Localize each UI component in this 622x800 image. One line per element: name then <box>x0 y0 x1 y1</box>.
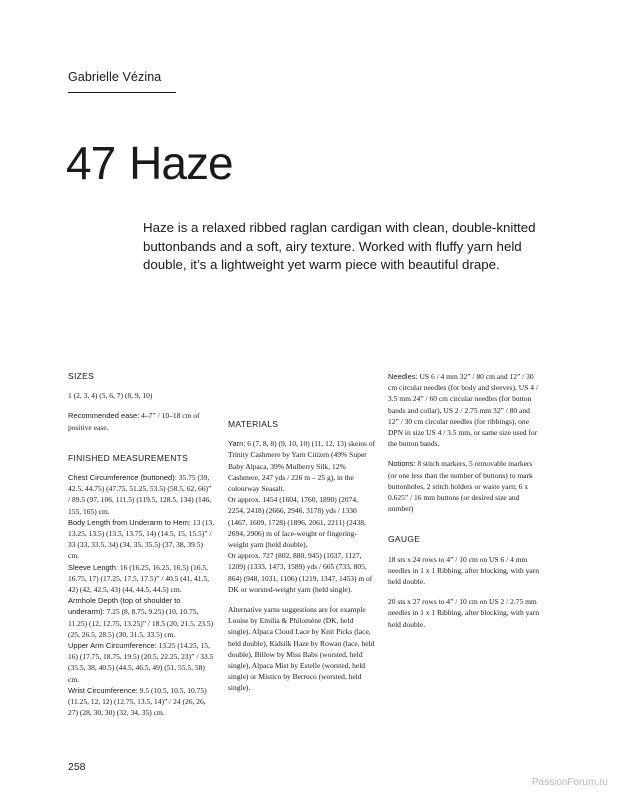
materials-heading: MATERIALS <box>228 419 279 429</box>
column-1 <box>68 371 215 718</box>
sizes-list: 1 (2, 3, 4) (5, 6, 7) (8, 9, 10) <box>68 391 153 401</box>
measurement-label: Upper Arm Circumference: <box>68 641 157 651</box>
author-name: Gabrielle Vézina <box>68 70 162 84</box>
materials-needles <box>388 371 540 449</box>
measurement-armhole-depth <box>68 595 215 640</box>
gauge-line-1: 18 sts x 24 rows to 4” / 10 cm on US 6 / 4 mm needles in 1 x 1 Ribbing, after blocking, with yarn held double. <box>388 554 540 587</box>
notions-text: 8 stitch markers, 5 removable markers (or one less than the number of buttons) to mark buttonholes, 2 stitch holders or waste yarn; 6 x 0.625” / 16 mm buttons (or desired size and number) <box>388 459 533 514</box>
materials-yarn <box>228 438 376 494</box>
materials-approx-1: Or approx. 1454 (1604, 1760, 1890) (2074, 2254, 2418) (2666, 2946, 3178) yds / 1330 (1467, 1609, 1728) (1896, 2061, 2211) (2438, 2694, 2906) m of lace-weight or fingering-weight yarn (held double). <box>228 495 366 550</box>
measurement-text: 16 (16.25, 16.25, 16.5) (16.5, 16.75, 17) (17.25, 17.5, 17.5)” / 40.5 (41, 41.5, 42) (42, 42.5, 43) (44, 44.5, 44.5) cm. <box>68 562 210 595</box>
needles-text: US 6 / 4 mm 32” / 80 cm and 12” / 30 cm circular needles (for body and sleeves), US 4 / 3.5 mm 24” / 60 cm circular needles (for button bands and collar), US 2 / 2.75 mm 32” / 80 and 12” / 30 cm circular needles (for ribbings), one DPN in size US 4 / 3.5 mm, or same size used for the button bands. <box>388 372 538 449</box>
notions-label: Notions: <box>388 459 416 469</box>
measurement-label: Chest Circumference (buttoned): <box>68 473 177 483</box>
measurement-wrist <box>68 685 215 719</box>
measurement-label: Body Length from Underarm to Hem: <box>68 517 191 527</box>
page-number: 258 <box>68 761 86 773</box>
finished-measurements-heading: FINISHED MEASUREMENTS <box>68 452 189 463</box>
measurement-chest <box>68 472 215 517</box>
measurement-label: Wrist Circumference: <box>68 685 138 695</box>
intro-paragraph <box>143 219 563 275</box>
watermark: PassionForum.ru <box>531 777 608 788</box>
pattern-name: Haze <box>129 137 233 189</box>
recommended-ease <box>68 410 215 432</box>
column-2 <box>228 371 376 694</box>
pattern-title <box>66 137 233 189</box>
materials-alternatives: Alternative yarns suggestions are for example Louise by Emilia & Philomène (DK, held single), Alpaca Cloud Lace by Knit Picks (lace, held double), Kidsilk Haze by Rowan (lace, held double), Billow by Miss Babs (worsted, held single), Alpaca Mist by Estelle (worsted, held single) or Mistico by Berroco (worsted, held single). <box>228 605 375 693</box>
measurement-label: Armhole Depth (top of shoulder to underarm): <box>68 596 181 617</box>
ease-text: 4–7” / 10–18 cm of positive ease. <box>68 411 200 432</box>
intro-text: Haze is a relaxed ribbed raglan cardigan with clean, double-knitted buttonbands and a soft, airy texture. Worked with fluffy yarn held double, it’s a lightweight yet warm piece with beautiful drape. <box>143 220 536 273</box>
materials-approx-2: Or approx. 727 (802, 880, 945) (1037, 1127, 1209) (1333, 1473, 1589) yds / 665 (733, 805, 864) (948, 1031, 1106) (1219, 1347, 1453) m of DK or worsted-weight yarn (held single). <box>228 551 373 594</box>
gauge-heading: GAUGE <box>388 534 421 545</box>
measurement-upper-arm <box>68 640 215 685</box>
measurement-text: 35.75 (39, 42.5, 44.75) (47.75, 51.25, 53.5) (58.5, 62, 66)” / 89.5 (97, 106, 111.5) (119.5, 128.5, 134) (146, 155, 165) cm. <box>68 473 212 516</box>
measurement-text: 13.25 (14.25, 15, 16) (17.75, 18.75, 19.5) (20.5, 22.25, 23)” / 33.5 (35.5, 38, 40.5) (44.5, 46.5, 49) (51, 55.5, 58) cm. <box>68 641 214 684</box>
yarn-text: 6 (7, 8, 8) (9, 10, 10) (11, 12, 13) skeins of Trinity Cashmere by Yarn Citizen (49% Super Baby Alpaca, 39% Mulberry Silk, 12% Cashmere, 247 yds / 226 m – 25 g), in the colourway Seasalt. <box>228 439 376 494</box>
column-3 <box>388 371 540 630</box>
measurement-text: 9.5 (10.5, 10.5, 10.75) (11.25, 12, 12) (12.75, 13.5, 14)” / 24 (26, 26, 27) (28, 30, 30) (32, 34, 35) cm. <box>68 685 207 718</box>
measurement-label: Sleeve Length: <box>68 562 119 572</box>
measurement-body-length <box>68 517 215 562</box>
measurement-sleeve-length <box>68 562 215 596</box>
sizes-heading: SIZES <box>68 371 95 381</box>
gauge-line-2: 20 sts x 27 rows to 4” / 10 cm on US 2 / 2.75 mm needles in 1 x 1 Ribbing, after blocking, with yarn held double. <box>388 597 540 629</box>
ease-label: Recommended ease: <box>68 411 140 421</box>
author-divider <box>68 92 176 93</box>
materials-notions <box>388 458 540 514</box>
pattern-number: 47 <box>66 137 116 189</box>
measurement-text: 7.25 (8, 8.75, 9.25) (10, 10.75, 11.25) (12, 12.75, 13.25)” / 18.5 (20, 21.5, 23.5) (25, 26.5, 28.5) (30, 31.5, 33.5) cm. <box>68 607 214 639</box>
needles-label: Needles: <box>388 372 418 381</box>
yarn-label: Yarn: <box>228 439 246 449</box>
measurement-text: 13 (13, 13.25, 13.5) (13.5, 13.75, 14) (14.5, 15, 15.5)” / 33 (33, 33.5, 34) (34, 35, 35.5) (37, 38, 39.5) cm. <box>68 517 215 561</box>
